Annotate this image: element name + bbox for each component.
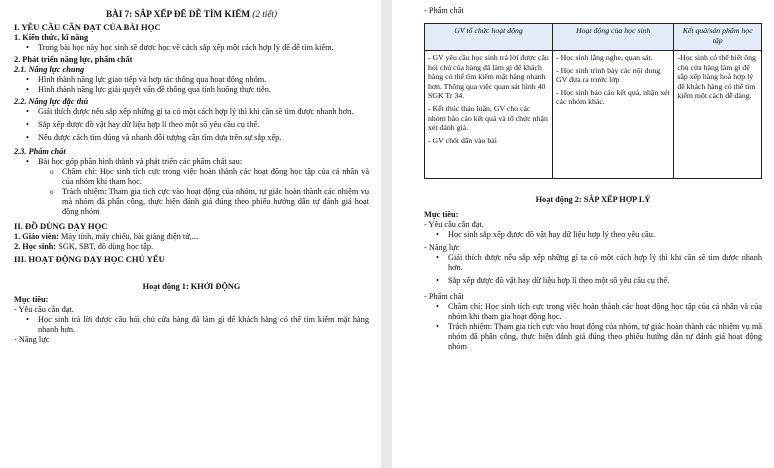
bullet-item: • Hình thành năng lực giao tiếp và hợp tác thông qua hoạt động nhóm. [14,75,369,85]
bullet-item: • Nêu được cách tìm đúng và nhanh đối tượng cần tìm dựa trên sự sắp xếp. [14,133,369,143]
lesson-title [14,9,369,19]
table-header: Hoạt động của học sinh [553,24,674,51]
bullet-item: • Bài học góp phần hình thành và phát triển các phẩm chất sau: [14,157,369,167]
teacher-label: 1. Giáo viên: [14,232,59,241]
result-cell [674,51,762,179]
competency-label: - Năng lực [14,335,50,344]
section-1-1-heading: 1. Kiến thức, kĩ năng [14,33,89,42]
activity-1-heading: Hoạt động 1: KHỞI ĐỘNG [142,282,241,291]
section-1-heading: I. YÊU CẦU CẦN ĐẠT CỦA BÀI HỌC [14,22,161,32]
bullet-item: • Học sinh sắp xếp được đồ vật hay dữ liệu hợp lý theo yêu cầu. [424,230,762,240]
subsection-2-1-heading: 2.1. Năng lực chung [14,65,85,74]
requirement-label: - Yêu cầu cần đạt. [14,305,74,314]
cell-text: - GV yêu cầu học sinh trả lời được câu hỏi chủ của hàng đã làm gì để khách hàng có thể tìm kiếm mặt hàng nhanh hơn. Thông qua việc quan sát hình 40 SGK Tr 34. [428,53,549,101]
quality-label-top: - Phẩm chất [424,6,464,15]
teacher-text: Máy tính, máy chiếu, bài giảng điện tử,... [58,232,199,241]
bullet-item: • Giải thích được nếu sắp xếp những gì ta có một cách hợp lý thì khi cần sẽ tìm được nhanh hơn. [424,253,762,273]
table-header: Kết quả/sản phẩm học tập [674,24,762,51]
bullet-item: • Chăm chỉ: Học sinh tích cực trong việc hoàn thành các hoạt động học tập của cá nhân và của nhóm khi tham gia hoạt động học. [424,302,762,322]
objective-label: Mục tiêu: [424,210,459,219]
cell-text: - Kết thúc thảo luận, GV cho các nhóm báo cáo kết quả và tổ chức nhận xét đánh giá. [428,103,548,133]
bullet-item: • Học sinh trả lời được câu hỏi chủ cửa hàng đã làm gì để khách hàng có thể tìm kiếm mặt hàng nhanh hơn. [14,315,369,335]
bullet-item: • Hình thành năng lực giải quyết vấn đề thông qua tình huống thực tiễn. [14,85,369,95]
objective-label: Mục tiêu: [14,295,49,304]
requirement-label: - Yêu cầu cần đạt. [424,220,484,229]
lesson-title-sub: (2 tiết) [252,9,278,19]
section-3-heading: III. HOẠT ĐỘNG DẠY HỌC CHỦ YẾU [14,254,165,264]
sub-bullet-item: o Trách nhiệm: Tham gia tích cực vào hoạt động của nhóm, tự giác hoàn thành các nhiệm vụ mà nhóm đã phân công, thực hiện đánh giá đúng theo phiếu hướng dẫn tự đánh giá hoạt động nhóm [14,187,369,217]
table-row [425,51,762,179]
table-header: GV tổ chức hoạt động [425,24,553,51]
cell-text: - GV chốt dẫn vào bài [428,135,497,145]
cell-text: - Học sinh trình bày các nội dung GV đưa ra trước lớp [556,65,661,85]
subsection-2-2-heading: 2.2. Năng lực đặc thù [14,97,89,106]
activity-table [424,23,762,179]
lesson-title-main: BÀI 7: SẮP XẾP ĐỂ DỄ TÌM KIẾM [105,9,250,19]
bullet-item: • Giải thích được nếu sắp xếp những gì ta có một cách hợp lý thì khi cần sẽ tìm được nhanh hơn. [14,107,369,117]
competency-label: - Năng lực [424,243,460,252]
quality-label: - Phẩm chất [424,292,464,301]
activity-2-heading: Hoạt động 2: SẮP XẾP HỢP LÝ [535,195,651,204]
left-page [0,0,381,468]
section-2-heading: II. ĐỒ DÙNG DẠY HỌC [14,221,108,231]
teacher-activity-cell [425,51,553,179]
cell-text: - Học sinh báo cáo kết quả, nhận xét các nhóm khác. [556,87,670,107]
bullet-item: • Sắp xếp được đồ vật hay dữ liệu hợp lí theo một số yêu cầu cụ thể. [14,120,369,130]
right-page [392,0,774,468]
teacher-materials [14,232,369,242]
bullet-item: • Trong bài học này học sinh sẽ được học về cách sắp xếp một cách hợp lý để dễ tìm kiếm. [14,43,369,53]
student-activity-cell [553,51,674,179]
subsection-2-3-heading: 2.3. Phẩm chất [14,147,66,156]
student-label: 2. Học sinh: [14,242,57,251]
table-header-row [425,24,762,51]
student-text: SGK, SBT, đồ dùng học tập. [56,242,154,251]
section-1-2-heading: 2. Phát triển năng lực, phẩm chất [14,55,133,64]
cell-text: - Học sinh lắng nghe, quan sát. [556,53,653,62]
bullet-item: • Sắp xếp được đồ vật hay dữ liệu hợp lí theo một số yêu cầu cụ thể. [424,276,762,286]
cell-text: -Học sinh có thể biết ông chủ cửa hàng làm gì để sắp xếp hàng hoá hợp lý để khách hàng có thể tìm kiếm một cách dễ dàng. [677,53,756,101]
bullet-item: • Trách nhiệm: Tham gia tích cực vào hoạt động của nhóm, tự giác hoàn thành các nhiệm vụ mà nhóm đã phân công, thực hiện đánh giá đúng theo phiếu hướng dẫn tự đánh giá hoạt động nhóm [424,322,762,352]
sub-bullet-item: o Chăm chỉ: Học sinh tích cực trong việc hoàn thành các hoạt động học tập của cá nhân và của nhóm khi tham học. [14,167,369,187]
student-materials [14,242,369,252]
